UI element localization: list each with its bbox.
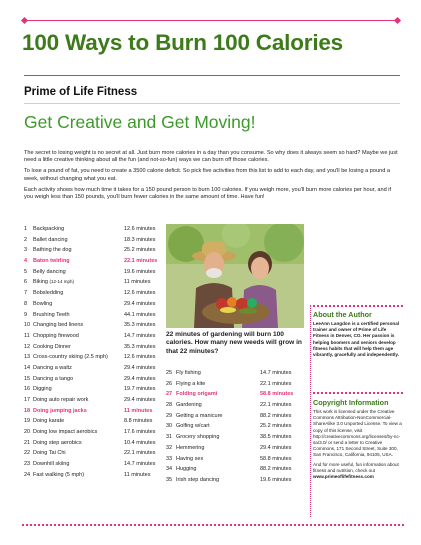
activity-name — [33, 224, 64, 235]
activity-row — [24, 310, 160, 321]
activity-name-text: Downhill skiing — [33, 461, 70, 468]
activity-number: 27 — [166, 391, 173, 398]
activity-time: 58.8 minutes — [260, 391, 294, 398]
activity-row — [166, 379, 304, 390]
activity-time: 12.6 minutes — [124, 226, 156, 232]
activity-name-text: Getting a manicure — [176, 412, 223, 419]
intro-paragraph-3: Each activity shows how much time it takes for a 150 pound person to burn 100 calories. If you weigh more, you'll burn more calories per hour, and if you weigh less than 150 pounds, you'll burn fewer calories in the same amount of time. Have fun! — [24, 186, 392, 201]
activity-row — [166, 475, 304, 486]
activity-row — [24, 299, 160, 310]
activity-number: 2 — [24, 236, 28, 243]
about-author-text: LeeAnn Langdon is a certified personal trainer and owner of Prime of Life Fitness in Denver, CO. Her passion is helping boomers and seniors develop fitness habits that will help them age vibrantly, gracefully and independently. — [313, 321, 400, 358]
activity-name-text: Baton twirling — [33, 258, 70, 265]
activity-name — [176, 368, 201, 379]
activity-number: 23 — [24, 461, 31, 468]
activity-row — [166, 454, 304, 465]
activity-name — [33, 288, 63, 299]
activity-row — [166, 443, 304, 454]
activity-time: 12.6 minutes — [124, 290, 156, 297]
activity-number: 10 — [24, 322, 31, 329]
activity-time: 38.5 minutes — [260, 434, 292, 441]
activity-row — [24, 331, 160, 342]
activity-name-text: Chopping firewood — [33, 332, 79, 339]
activity-time: 11 minutes — [124, 279, 151, 286]
activity-number: 9 — [24, 311, 28, 318]
activity-name-text: Ballet dancing — [33, 236, 68, 243]
about-author — [313, 310, 403, 362]
top-rule-right-diamond — [394, 17, 401, 24]
activity-row — [24, 374, 160, 385]
activity-name — [33, 245, 72, 256]
activity-name — [33, 416, 64, 427]
activity-note: (12-14 mph) — [49, 279, 75, 285]
activity-name — [33, 256, 70, 267]
activity-name-text: Bathing the dog — [33, 247, 72, 254]
bottom-dotted-rule — [22, 524, 404, 526]
activity-name-text: Dancing a tango — [33, 375, 74, 382]
activity-name — [33, 320, 83, 331]
subtitle-underline — [24, 103, 400, 104]
activity-time: 18.3 minutes — [124, 236, 156, 243]
sidebar-top-dotted-rule — [313, 305, 403, 307]
copyright-more-text — [313, 462, 403, 481]
activity-name-text: Biking — [33, 279, 48, 286]
activity-time: 88.2 minutes — [260, 412, 292, 419]
activity-name — [176, 454, 203, 465]
activity-name — [33, 395, 88, 406]
activity-name-text: Doing Tai Chi — [33, 450, 66, 457]
activity-number: 7 — [24, 290, 28, 297]
activity-row — [24, 267, 160, 278]
activity-time: 19.7 minutes — [124, 386, 156, 393]
activity-number: 32 — [166, 444, 173, 451]
activity-name-text: Bowling — [33, 300, 53, 307]
activity-number: 33 — [166, 455, 173, 462]
sidebar-middle-dotted-rule — [313, 392, 403, 394]
activity-number: 15 — [24, 375, 31, 382]
activity-name-text: Fly fishing — [176, 370, 201, 376]
activity-name — [33, 277, 74, 288]
activity-time: 22.1 minutes — [124, 258, 158, 265]
activity-time: 29.4 minutes — [124, 364, 156, 371]
activity-row — [24, 406, 160, 417]
activity-number: 4 — [24, 258, 28, 265]
activity-name-text: Folding origami — [176, 391, 218, 398]
activity-row — [24, 352, 160, 363]
activity-name — [33, 352, 108, 363]
activity-name-text: Having sex — [176, 455, 204, 462]
activity-name — [33, 427, 97, 438]
activity-name-text: Golfing w/cart — [176, 423, 210, 430]
activity-number: 31 — [166, 434, 173, 441]
gardening-photo-illustration — [166, 224, 304, 328]
activity-row — [24, 470, 160, 481]
activity-number: 28 — [166, 402, 173, 409]
activity-row — [24, 342, 160, 353]
activity-row — [24, 395, 160, 406]
activity-time: 29.4 minutes — [124, 397, 156, 403]
activity-row — [24, 256, 160, 267]
activity-name — [176, 379, 205, 390]
activity-number: 20 — [24, 429, 31, 436]
activity-name — [33, 406, 87, 417]
activity-name-text: Doing auto repair work — [33, 397, 89, 403]
activity-name-text: Doing low impact aerobics — [33, 429, 98, 436]
activity-time: 25.2 minutes — [260, 423, 292, 430]
activity-name — [33, 374, 73, 385]
activity-name-text: Gardening — [176, 402, 202, 409]
activity-time: 29.4 minutes — [260, 444, 292, 451]
activity-time: 25.2 minutes — [124, 247, 156, 254]
activity-name-text: Cross-country skiing (2.5 mph) — [33, 354, 108, 361]
activity-name-text: Bobsledding — [33, 290, 64, 297]
activity-number: 35 — [166, 476, 173, 483]
activity-time: 14.7 minutes — [124, 332, 156, 339]
activity-name-text: Hugging — [176, 466, 197, 473]
activity-number: 16 — [24, 386, 31, 393]
activity-row — [24, 224, 160, 235]
activity-time: 19.6 minutes — [124, 268, 156, 275]
activity-time: 17.6 minutes — [124, 429, 156, 436]
title-underline — [24, 75, 400, 76]
activity-name — [33, 448, 66, 459]
activity-list-middle — [166, 368, 304, 486]
activity-row — [24, 384, 160, 395]
activity-name — [176, 475, 219, 486]
activity-time: 12.6 minutes — [124, 354, 156, 361]
activity-number: 21 — [24, 439, 31, 446]
activity-time: 58.8 minutes — [260, 455, 292, 462]
activity-name-text: Flying a kite — [176, 380, 206, 387]
activity-name — [33, 267, 66, 278]
activity-name — [33, 331, 79, 342]
activity-row — [166, 421, 304, 432]
activity-number: 13 — [24, 354, 31, 361]
activity-name-text: Doing karate — [33, 418, 65, 425]
activity-name — [33, 363, 72, 374]
activity-name — [33, 235, 68, 246]
activity-number: 12 — [24, 343, 31, 350]
activity-time: 19.6 minutes — [260, 476, 292, 483]
activity-number: 11 — [24, 332, 30, 339]
activity-number: 18 — [24, 407, 31, 414]
activity-time: 22.1 minutes — [260, 380, 292, 387]
copyright-more-label: And for more useful, fun information about fitness and nutrition, check out — [313, 462, 399, 474]
activity-row — [24, 245, 160, 256]
activity-name — [176, 421, 210, 432]
sidebar-vertical-dotted-rule — [310, 305, 311, 517]
activity-time: 22.1 minutes — [260, 402, 292, 409]
activity-number: 5 — [24, 268, 28, 275]
activity-number: 34 — [166, 466, 173, 473]
activity-row — [24, 416, 160, 427]
activity-name-text: Fast walking (5 mph) — [33, 471, 85, 478]
activity-number: 3 — [24, 247, 28, 254]
activity-time: 44.1 minutes — [124, 311, 156, 318]
activity-name — [176, 443, 204, 454]
activity-time: 29.4 minutes — [124, 375, 156, 382]
activity-number: 8 — [24, 300, 28, 307]
activity-name — [176, 464, 197, 475]
copyright-heading: Copyright Information — [313, 398, 389, 407]
activity-row — [166, 411, 304, 422]
activity-row — [24, 448, 160, 459]
activity-row — [166, 464, 304, 475]
activity-number: 24 — [24, 471, 31, 478]
activity-time: 14.7 minutes — [124, 461, 156, 468]
activity-name-text: Dancing a waltz — [33, 364, 72, 371]
activity-number: 6 — [24, 279, 28, 286]
activity-time: 8.8 minutes — [124, 418, 153, 425]
activity-number: 26 — [166, 380, 173, 387]
activity-number: 29 — [166, 412, 173, 419]
intro-paragraph-2: To lose a pound of fat, you need to create a 3500 calorie deficit. So pick five activities from this list to add to each day, and you'll be losing a pound a week, without changing what you eat. — [24, 168, 391, 182]
activity-number: 1 — [24, 226, 28, 232]
activity-row — [24, 288, 160, 299]
activity-row — [166, 400, 304, 411]
activity-time: 11 minutes — [124, 407, 153, 414]
activity-name-text: Doing step aerobics — [33, 439, 82, 446]
activity-list-left — [24, 224, 160, 481]
activity-name-text: Brushing Teeth — [33, 311, 70, 318]
activity-name — [176, 432, 219, 443]
about-author-heading: About the Author — [313, 310, 372, 319]
activity-number: 17 — [24, 397, 31, 403]
activity-row — [24, 235, 160, 246]
activity-name — [33, 470, 84, 481]
copyright-url-link[interactable]: www.primeoflifefitness.com — [313, 474, 374, 480]
activity-name-text: Doing jumping jacks — [33, 407, 87, 414]
activity-row — [24, 320, 160, 331]
activity-name — [33, 384, 52, 395]
activity-time: 29.4 minutes — [124, 300, 156, 307]
activity-name — [176, 389, 217, 400]
activity-time: 14.7 minutes — [260, 370, 292, 376]
activity-name-text: Grocery shopping — [176, 434, 220, 441]
activity-number: 25 — [166, 370, 173, 376]
activity-number: 19 — [24, 418, 31, 425]
page-subtitle: Prime of Life Fitness — [24, 86, 138, 98]
activity-name-text: Hemmering — [176, 444, 205, 451]
activity-name-text: Backpacking — [33, 226, 65, 232]
page-title: 100 Ways to Burn 100 Calories — [22, 30, 343, 55]
intro-text — [24, 150, 400, 205]
activity-name — [33, 299, 52, 310]
copyright-info — [313, 398, 403, 484]
copyright-license-text: This work is licensed under the Creative Commons Attribution-NonCommercial-ShareAlike 3.0 Unported License. To view a copy of this license, visit http://creativecommons.org/licenses/by-nc-sa/3.0/ or send a letter to Creative Commons, 171 Second Street, Suite 300, San Francisco, California, 94105, USA. — [313, 409, 402, 458]
activity-name-text: Irish step dancing — [176, 476, 220, 483]
activity-time: 35.3 minutes — [124, 343, 156, 350]
activity-name-text: Digging — [33, 386, 52, 393]
activity-name — [33, 310, 70, 321]
activity-number: 30 — [166, 423, 173, 430]
activity-name-text: Changing bed linens — [33, 322, 84, 329]
activity-name-text: Cooking Dinner — [33, 343, 71, 350]
activity-row — [166, 368, 304, 379]
gardening-photo — [166, 224, 304, 328]
activity-time: 35.3 minutes — [124, 322, 156, 329]
activity-row — [24, 427, 160, 438]
activity-number: 22 — [24, 450, 31, 457]
activity-row — [166, 389, 304, 400]
photo-caption: 22 minutes of gardening will burn 100 calories. How many new weeds will grow in that 22 minutes? — [166, 331, 302, 355]
activity-row — [24, 438, 160, 449]
activity-row — [166, 432, 304, 443]
activity-row — [24, 363, 160, 374]
activity-time: 22.1 minutes — [124, 450, 156, 457]
activity-name — [33, 459, 69, 470]
activity-row — [24, 459, 160, 470]
activity-time: 88.2 minutes — [260, 466, 292, 473]
activity-number: 14 — [24, 364, 31, 371]
activity-row — [24, 277, 160, 288]
activity-name-text: Belly dancing — [33, 268, 66, 275]
intro-paragraph-1: The secret to losing weight is no secret at all. Just burn more calories in a day than you consume. So why does it always seem so hard? Maybe we just need a little creative thinking about all the fun (and not-so-fun) ways we can burn off those calories. — [24, 150, 398, 164]
activity-name — [33, 342, 71, 353]
activity-name — [176, 411, 222, 422]
section-heading: Get Creative and Get Moving! — [24, 112, 256, 132]
top-rule — [26, 20, 396, 21]
activity-name — [33, 438, 82, 449]
activity-time: 11 minutes — [124, 471, 151, 478]
activity-time: 10.4 minutes — [124, 439, 156, 446]
activity-name — [176, 400, 202, 411]
